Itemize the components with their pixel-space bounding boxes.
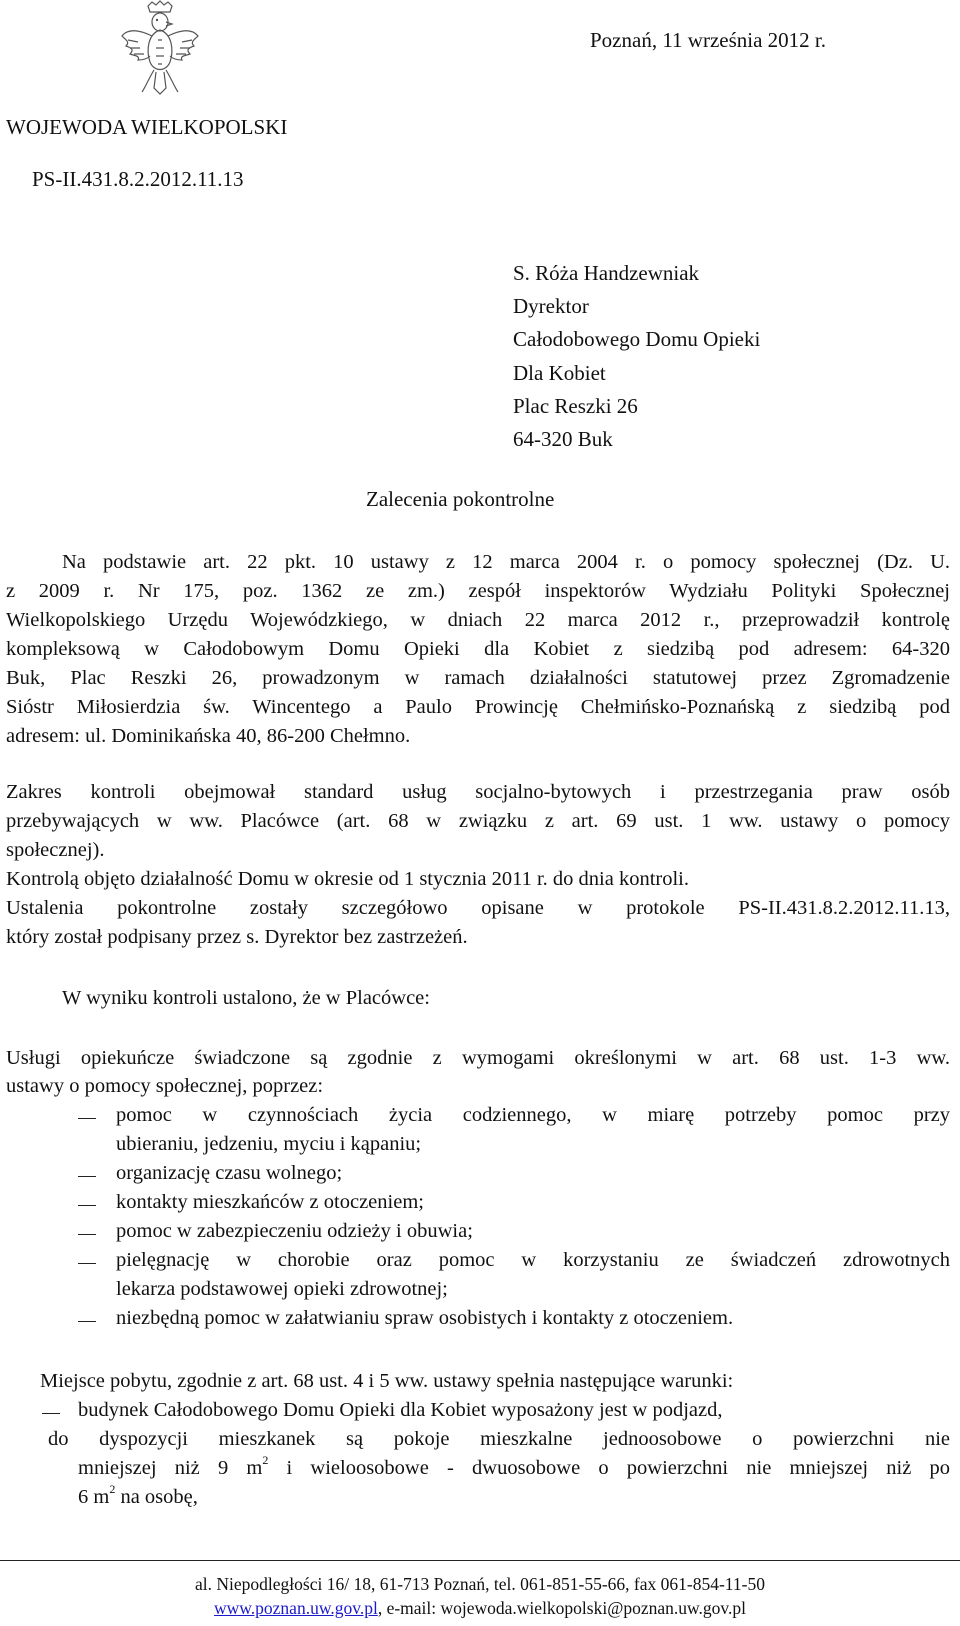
text-line: Kontrolą objęto działalność Domu w okresie od 1 stycznia 2011 r. do dnia kontroli. (6, 868, 690, 890)
superscript: 2 (109, 1482, 116, 1496)
recipient-address (513, 257, 760, 456)
website-link[interactable]: www.poznan.uw.gov.pl (214, 1598, 378, 1618)
letter-date: Poznań, 11 września 2012 r. (590, 28, 827, 52)
text-fragment: na osobę, (115, 1486, 198, 1508)
findings-heading: W wyniku kontroli ustalono, że w Placówce: (62, 987, 430, 1009)
text-fragment: mniejszej niż 9 m (78, 1457, 263, 1479)
list-item-continuation: ubieraniu, jedzeniu, myciu i kąpaniu; (116, 1133, 422, 1155)
list-item-continuation: lekarza podstawowej opieki zdrowotnej; (116, 1278, 448, 1300)
text-line: adresem: ul. Dominikańska 40, 86-200 Chełmno. (6, 725, 411, 747)
footer-address: al. Niepodległości 16/ 18, 61-713 Poznań, tel. 061-851-55-66, fax 061-854-11-50 (195, 1574, 765, 1594)
case-reference: PS-II.431.8.2.2012.11.13 (32, 167, 244, 191)
dash-bullet-icon (78, 1321, 96, 1322)
recipient-line: Całodobowego Domu Opieki (513, 327, 761, 352)
text-line: kompleksową w Całodobowym Domu Opieki dla Kobiet z siedzibą pod adresem: 64-320 (6, 638, 950, 660)
list-item: pomoc w czynnościach życia codziennego, w miarę potrzeby pomoc przy (116, 1104, 950, 1126)
list-item: do dyspozycji mieszkanek są pokoje mieszkalne jednoosobowe o powierzchni nie (48, 1428, 950, 1450)
dash-bullet-icon (78, 1205, 96, 1206)
list-item-continuation (78, 1482, 198, 1509)
eagle-emblem-icon (118, 0, 202, 100)
dash-bullet-icon (78, 1118, 96, 1119)
dash-bullet-icon (78, 1176, 96, 1177)
list-item: pielęgnację w chorobie oraz pomoc w korzystaniu ze świadczeń zdrowotnych (116, 1249, 950, 1271)
recipient-line: Dla Kobiet (513, 360, 606, 385)
list-item: budynek Całodobowego Domu Opieki dla Kobiet wyposażony jest w podjazd, (78, 1399, 723, 1421)
text-line: który został podpisany przez s. Dyrektor bez zastrzeżeń. (6, 926, 468, 948)
text-line: ustawy o pomocy społecznej, poprzez: (6, 1075, 324, 1097)
text-line: Ustalenia pokontrolne zostały szczegółowo opisane w protokole PS-II.431.8.2.2012.11.13, (6, 897, 950, 919)
footer-contact (0, 1598, 960, 1619)
text-line: Na podstawie art. 22 pkt. 10 ustawy z 12 marca 2004 r. o pomocy społecznej (Dz. U. (62, 551, 950, 573)
dash-bullet-icon (42, 1413, 60, 1414)
recipient-line: 64-320 Buk (513, 427, 613, 452)
list-item: organizację czasu wolnego; (116, 1162, 343, 1184)
text-fragment: i wieloosobowe - dwuosobowe o powierzchni nie mniejszej niż po (268, 1457, 950, 1479)
recipient-line: Plac Reszki 26 (513, 393, 638, 418)
list-item: kontakty mieszkańców z otoczeniem; (116, 1191, 424, 1213)
dash-bullet-icon (78, 1263, 96, 1264)
text-line: przebywających w ww. Placówce (art. 68 w związku z art. 69 ust. 1 ww. ustawy o pomocy (6, 810, 950, 832)
text-line: z 2009 r. Nr 175, poz. 1362 ze zm.) zespół inspektorów Wydziału Polityki Społecznej (6, 580, 950, 602)
footer-divider (0, 1560, 960, 1561)
recipient-line: Dyrektor (513, 294, 589, 319)
text-line: Sióstr Miłosierdzia św. Wincentego a Paulo Prowincję Chełmińsko-Poznańską z siedzibą pod (6, 696, 950, 718)
text-line: Zakres kontroli obejmował standard usług socjalno-bytowych i przestrzegania praw osób (6, 781, 950, 803)
text-line: Usługi opiekuńcze świadczone są zgodnie z wymogami określonymi w art. 68 ust. 1-3 ww. (6, 1047, 950, 1069)
text-line: Buk, Plac Reszki 26, prowadzonym w ramach działalności statutowej przez Zgromadzenie (6, 667, 950, 689)
letter-subject: Zalecenia pokontrolne (366, 487, 555, 511)
superscript: 2 (262, 1453, 269, 1467)
dash-bullet-icon (78, 1234, 96, 1235)
text-line: społecznej). (6, 839, 105, 861)
recipient-line: S. Róża Handzewniak (513, 261, 700, 285)
text-fragment: 6 m (78, 1486, 110, 1508)
footer-email: , e-mail: wojewoda.wielkopolski@poznan.uw.gov.pl (377, 1598, 746, 1618)
list-item: pomoc w zabezpieczeniu odzieży i obuwia; (116, 1220, 473, 1242)
list-item: niezbędną pomoc w załatwianiu spraw osobistych i kontakty z otoczeniem. (116, 1307, 734, 1329)
list-item-continuation (78, 1453, 950, 1480)
residence-heading: Miejsce pobytu, zgodnie z art. 68 ust. 4 i 5 ww. ustawy spełnia następujące warunki: (40, 1370, 734, 1392)
issuing-office: WOJEWODA WIELKOPOLSKI (6, 115, 288, 139)
text-line: Wielkopolskiego Urzędu Wojewódzkiego, w dniach 22 marca 2012 r., przeprowadził kontrolę (6, 609, 950, 631)
